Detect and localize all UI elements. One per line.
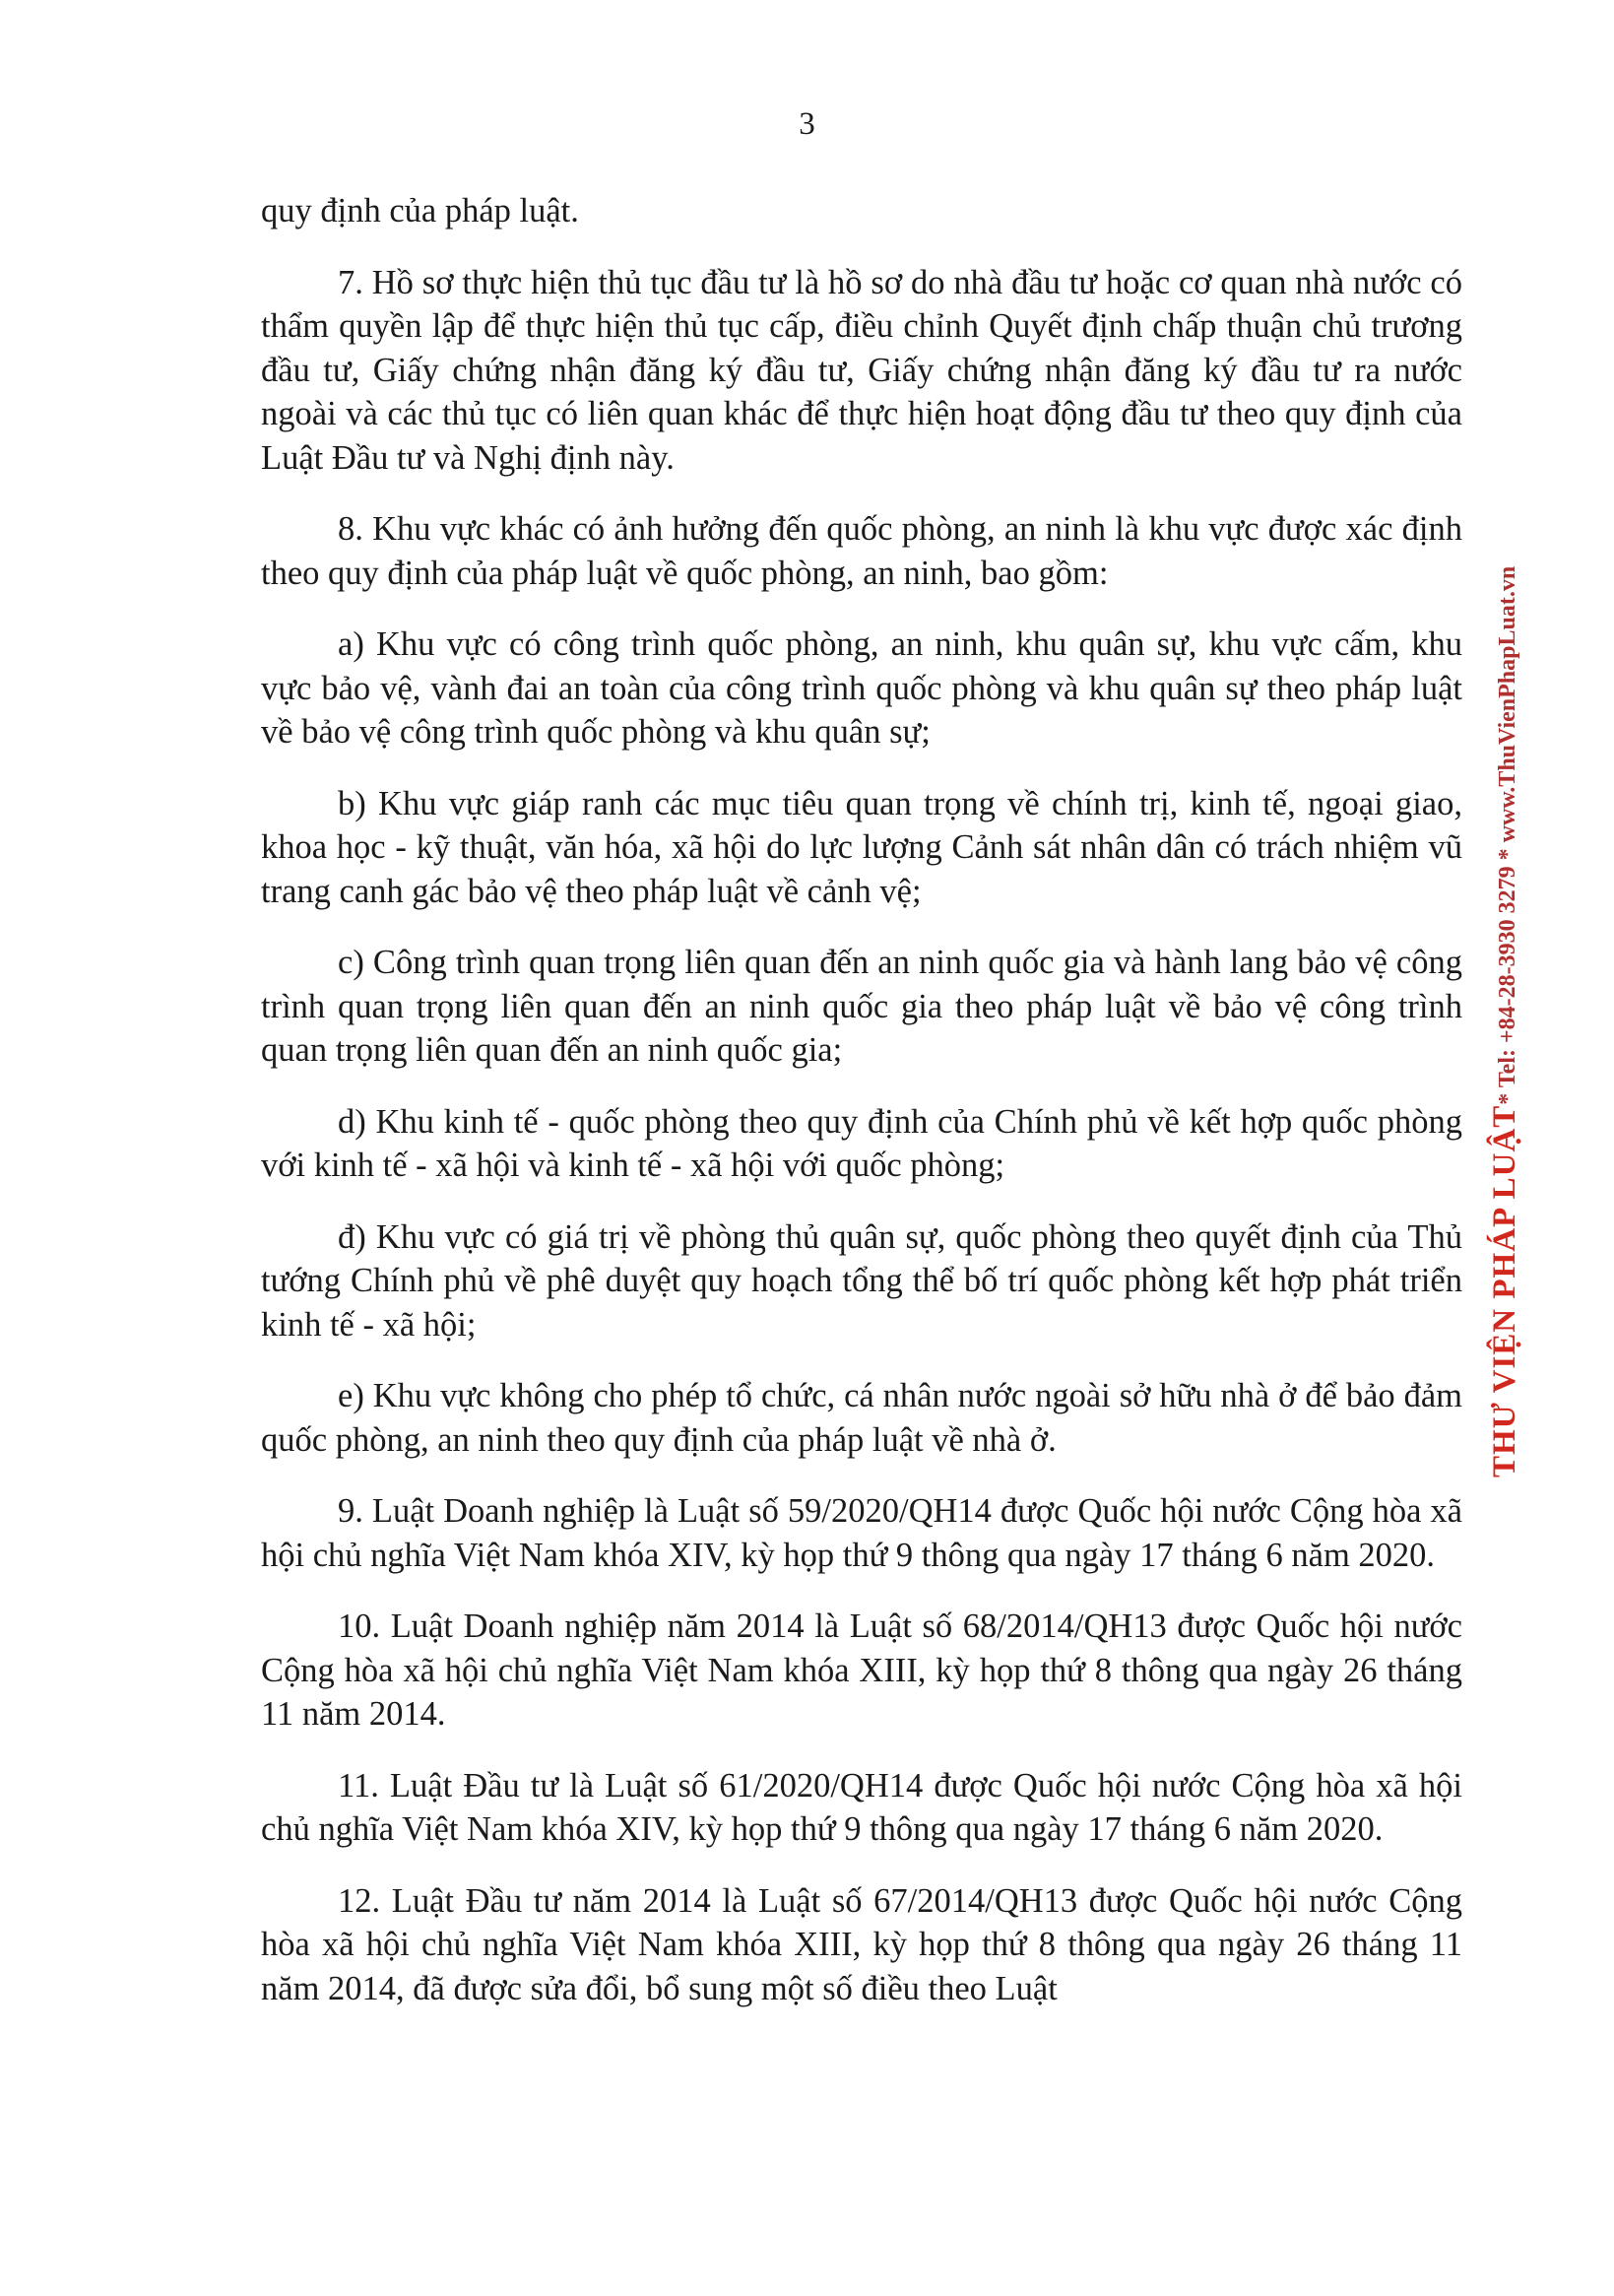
paragraph-7: 7. Hồ sơ thực hiện thủ tục đầu tư là hồ sơ do nhà đầu tư hoặc cơ quan nhà nước có thẩm quyền lập để thực hiện thủ tục cấp, điều chỉnh Quyết định chấp thuận chủ trương đầu tư, Giấy chứng nhận đăng ký đầu tư, Giấy chứng nhận đăng ký đầu tư ra nước ngoài và các thủ tục có liên quan khác để thực hiện hoạt động đầu tư theo quy định của Luật Đầu tư và Nghị định này. [261, 263, 1462, 477]
paragraph-continuation: quy định của pháp luật. [261, 192, 579, 230]
paragraph-8a: a) Khu vực có công trình quốc phòng, an ninh, khu quân sự, khu vực cấm, khu vực bảo vệ, vành đai an toàn của công trình quốc phòng và khu quân sự theo pháp luật về bảo vệ công trình quốc phòng và khu quân sự; [261, 625, 1462, 751]
watermark-brand: THƯ VIỆN PHÁP LUẬT [1487, 1104, 1522, 1477]
paragraph-12: 12. Luật Đầu tư năm 2014 là Luật số 67/2014/QH13 được Quốc hội nước Cộng hòa xã hội chủ nghĩa Việt Nam khóa XIII, kỳ họp thứ 8 thông qua ngày 26 tháng 11 năm 2014, đã được sửa đổi, bổ sung một số điều theo Luật [261, 1881, 1462, 2007]
watermark-contact: * Tel: +84-28-3930 3279 * www.ThuVienPhapLuat.vn [1495, 565, 1520, 1105]
paragraph-11: 11. Luật Đầu tư là Luật số 61/2020/QH14 được Quốc hội nước Cộng hòa xã hội chủ nghĩa Việt Nam khóa XIV, kỳ họp thứ 9 thông qua ngày 17 tháng 6 năm 2020. [261, 1766, 1462, 1848]
document-body [261, 189, 1462, 2010]
paragraph-8e: e) Khu vực không cho phép tổ chức, cá nhân nước ngoài sở hữu nhà ở để bảo đảm quốc phòng, an ninh theo quy định của pháp luật về nhà ở. [261, 1377, 1462, 1459]
paragraph-9: 9. Luật Doanh nghiệp là Luật số 59/2020/QH14 được Quốc hội nước Cộng hòa xã hội chủ nghĩa Việt Nam khóa XIV, kỳ họp thứ 9 thông qua ngày 17 tháng 6 năm 2020. [261, 1492, 1462, 1574]
page-number: 3 [799, 106, 815, 142]
paragraph-8b: b) Khu vực giáp ranh các mục tiêu quan trọng về chính trị, kinh tế, ngoại giao, khoa học - kỹ thuật, văn hóa, xã hội do lực lượng Cảnh sát nhân dân có trách nhiệm vũ trang canh gác bảo vệ theo pháp luật về cảnh vệ; [261, 784, 1462, 910]
paragraph-10: 10. Luật Doanh nghiệp năm 2014 là Luật số 68/2014/QH13 được Quốc hội nước Cộng hòa xã hội chủ nghĩa Việt Nam khóa XIII, kỳ họp thứ 8 thông qua ngày 26 tháng 11 năm 2014. [261, 1607, 1462, 1733]
paragraph-8: 8. Khu vực khác có ảnh hưởng đến quốc phòng, an ninh là khu vực được xác định theo quy định của pháp luật về quốc phòng, an ninh, bao gồm: [261, 510, 1462, 592]
paragraph-8dd: đ) Khu vực có giá trị về phòng thủ quân sự, quốc phòng theo quyết định của Thủ tướng Chính phủ về phê duyệt quy hoạch tổng thể bố trí quốc phòng kết hợp phát triển kinh tế - xã hội; [261, 1217, 1462, 1344]
paragraph-8d: d) Khu kinh tế - quốc phòng theo quy định của Chính phủ về kết hợp quốc phòng với kinh tế - xã hội và kinh tế - xã hội với quốc phòng; [261, 1102, 1462, 1184]
paragraph-8c: c) Công trình quan trọng liên quan đến an ninh quốc gia và hành lang bảo vệ công trình quan trọng liên quan đến an ninh quốc gia theo pháp luật về bảo vệ công trình quan trọng liên quan đến an ninh quốc gia; [261, 944, 1462, 1069]
